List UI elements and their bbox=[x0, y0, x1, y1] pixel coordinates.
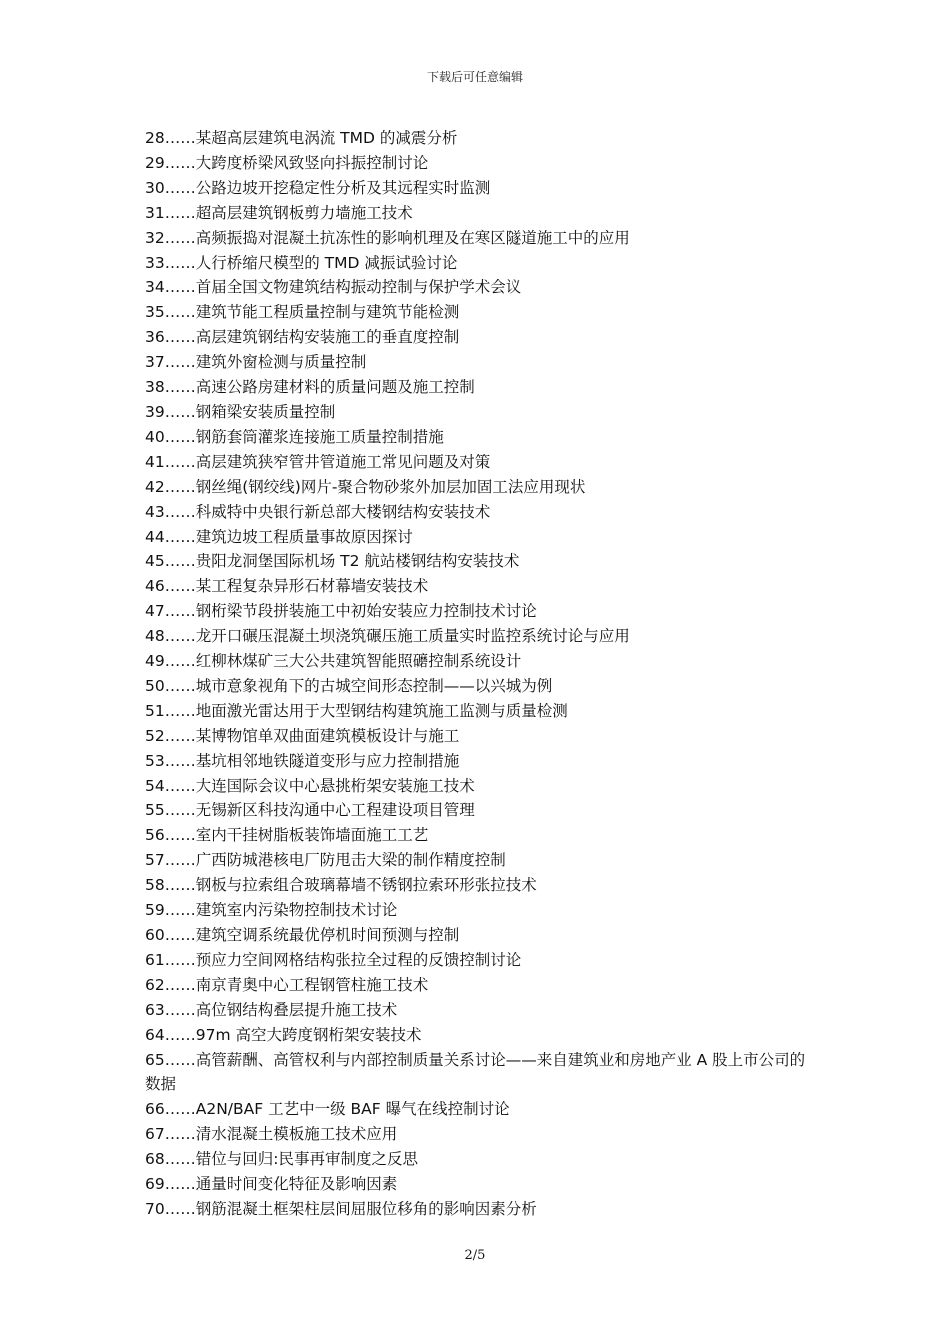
list-item: 35……建筑节能工程质量控制与建筑节能检测 bbox=[145, 303, 460, 322]
list-item: 45……贵阳龙洞堡国际机场 T2 航站楼钢结构安装技术 bbox=[145, 552, 520, 571]
list-item: 38……高速公路房建材料的质量问题及施工控制 bbox=[145, 378, 475, 397]
list-item: 60……建筑空调系统最优停机时间预测与控制 bbox=[145, 926, 460, 944]
list-item: 37……建筑外窗检测与质量控制 bbox=[145, 353, 367, 372]
list-item: 32……高频振捣对混凝土抗冻性的影响机理及在寒区隧道施工中的应用 bbox=[145, 228, 630, 247]
list-item: 41……高层建筑狭窄管井管道施工常见问题及对策 bbox=[145, 452, 491, 471]
list-item: 43……科威特中央银行新总部大楼钢结构安装技术 bbox=[145, 502, 491, 521]
list-item: 30……公路边坡开挖稳定性分析及其远程实时监测 bbox=[145, 178, 491, 197]
list-item: 50……城市意象视角下的古城空间形态控制——以兴城为例 bbox=[145, 676, 553, 695]
list-item: 34……首届全国文物建筑结构振动控制与保护学术会议 bbox=[145, 278, 522, 297]
list-item: 36……高层建筑钢结构安装施工的垂直度控制 bbox=[145, 328, 460, 347]
list-item: 66……A2N/BAF 工艺中一级 BAF 曝气在线控制讨论 bbox=[145, 1100, 510, 1119]
list-item: 69……通量时间变化特征及影响因素 bbox=[145, 1175, 398, 1194]
list-item: 68……错位与回归:民事再审制度之反思 bbox=[145, 1150, 418, 1169]
reference-list bbox=[145, 126, 815, 1222]
list-item: 53……基坑相邻地铁隧道变形与应力控制措施 bbox=[145, 751, 460, 770]
list-item: 42……钢丝绳(钢绞线)网片-聚合物砂浆外加层加固工法应用现状 bbox=[145, 477, 586, 496]
list-item: 65……高管薪酬、高管权利与内部控制质量关系讨论——来自建筑业和房地产业 A 股上市公司的数据 bbox=[145, 1050, 806, 1094]
list-item: 67……清水混凝土模板施工技术应用 bbox=[145, 1125, 398, 1144]
list-item: 51……地面激光雷达用于大型钢结构建筑施工监测与质量检测 bbox=[145, 701, 568, 720]
list-item: 70……钢筋混凝土框架柱层间屈服位移角的影响因素分析 bbox=[145, 1199, 537, 1218]
list-item: 62……南京青奥中心工程钢管柱施工技术 bbox=[145, 975, 429, 994]
list-item: 31……超高层建筑钢板剪力墙施工技术 bbox=[145, 203, 413, 222]
list-item: 29……大跨度桥梁风致竖向抖振控制讨论 bbox=[145, 153, 429, 172]
list-item: 59……建筑室内污染物控制技术讨论 bbox=[145, 901, 398, 920]
list-item: 44……建筑边坡工程质量事故原因探讨 bbox=[145, 527, 413, 546]
page-number: 2/5 bbox=[464, 1248, 486, 1263]
list-item: 28……某超高层建筑电涡流 TMD 的减震分析 bbox=[145, 129, 458, 147]
list-item: 64……97m 高空大跨度钢桁架安装技术 bbox=[145, 1025, 422, 1044]
list-item: 61……预应力空间网格结构张拉全过程的反馈控制讨论 bbox=[145, 950, 522, 969]
list-item: 58……钢板与拉索组合玻璃幕墙不锈钢拉索环形张拉技术 bbox=[145, 876, 537, 895]
list-item: 54……大连国际会议中心悬挑桁架安装施工技术 bbox=[145, 776, 475, 795]
list-item: 63……高位钢结构叠层提升施工技术 bbox=[145, 1000, 398, 1019]
list-item: 33……人行桥缩尺模型的 TMD 减振试验讨论 bbox=[145, 253, 458, 272]
list-item: 57……广西防城港核电厂防甩击大梁的制作精度控制 bbox=[145, 851, 506, 870]
list-item: 46……某工程复杂异形石材幕墙安装技术 bbox=[145, 577, 429, 596]
page-header: 下载后可任意编辑 bbox=[426, 70, 523, 84]
list-item: 48……龙开口碾压混凝土坝浇筑碾压施工质量实时监控系统讨论与应用 bbox=[145, 627, 630, 646]
list-item: 52……某博物馆单双曲面建筑模板设计与施工 bbox=[145, 726, 460, 745]
list-item: 56……室内干挂树脂板装饰墙面施工工艺 bbox=[145, 826, 429, 845]
list-item: 39……钢箱梁安装质量控制 bbox=[145, 402, 336, 421]
list-item: 47……钢桁梁节段拼装施工中初始安装应力控制技术讨论 bbox=[145, 602, 537, 621]
list-item: 40……钢筋套筒灌浆连接施工质量控制措施 bbox=[145, 427, 444, 446]
list-item: 49……红柳林煤矿三大公共建筑智能照礳控制系统设计 bbox=[145, 652, 522, 671]
list-item: 55……无锡新区科技沟通中心工程建设项目管理 bbox=[145, 801, 475, 820]
